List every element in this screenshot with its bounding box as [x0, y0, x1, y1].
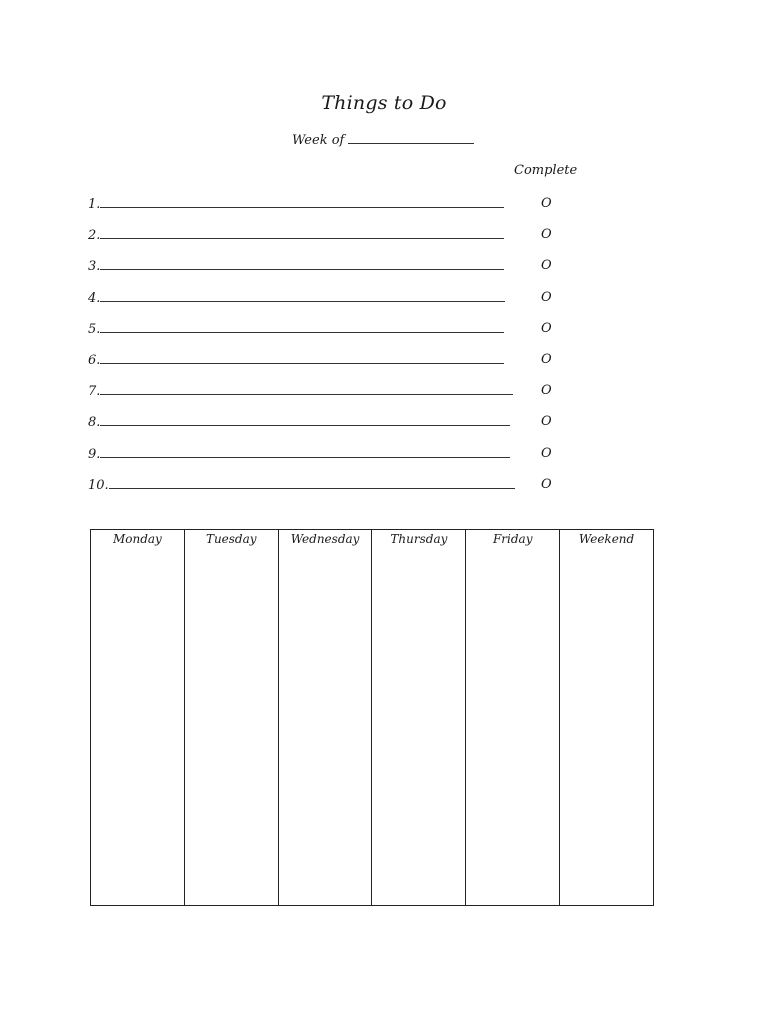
task-complete-circle[interactable]: O — [541, 196, 552, 211]
task-row — [88, 257, 504, 277]
page-title: Things to Do — [321, 92, 447, 114]
task-complete-circle[interactable]: O — [541, 321, 552, 336]
task-row — [88, 445, 510, 465]
week-of-blank-line[interactable] — [348, 131, 474, 144]
task-blank-line[interactable] — [109, 476, 515, 489]
task-number: 6. — [88, 353, 101, 368]
day-header: Tuesday — [205, 532, 257, 546]
task-blank-line[interactable] — [100, 226, 504, 239]
task-number: 10. — [88, 478, 109, 493]
task-row — [88, 382, 513, 402]
task-number: 4. — [88, 291, 101, 306]
task-row — [88, 320, 504, 340]
task-complete-circle[interactable]: O — [541, 352, 552, 367]
day-header: Friday — [492, 532, 533, 546]
task-number: 1. — [88, 197, 101, 212]
task-complete-circle[interactable]: O — [541, 446, 552, 461]
task-blank-line[interactable] — [100, 289, 505, 302]
task-number: 8. — [88, 415, 101, 430]
day-column-wednesday[interactable] — [279, 530, 373, 905]
complete-column-header: Complete — [514, 163, 578, 178]
week-of-row — [292, 131, 474, 148]
task-complete-circle[interactable]: O — [541, 383, 552, 398]
week-of-label: Week of — [292, 133, 345, 148]
task-number: 2. — [88, 228, 101, 243]
task-number: 7. — [88, 384, 101, 399]
task-blank-line[interactable] — [100, 195, 504, 208]
task-complete-circle[interactable]: O — [541, 477, 552, 492]
task-row — [88, 351, 504, 371]
day-column-monday[interactable] — [91, 530, 185, 905]
task-blank-line[interactable] — [100, 413, 510, 426]
task-blank-line[interactable] — [100, 382, 513, 395]
task-blank-line[interactable] — [100, 257, 504, 270]
task-complete-circle[interactable]: O — [541, 258, 552, 273]
day-column-weekend[interactable] — [560, 530, 653, 905]
weekly-planner-table — [90, 529, 654, 906]
task-row — [88, 476, 515, 496]
task-row — [88, 195, 504, 215]
day-column-tuesday[interactable] — [185, 530, 279, 905]
task-blank-line[interactable] — [100, 320, 504, 333]
day-header: Wednesday — [290, 532, 360, 546]
task-row — [88, 226, 504, 246]
day-column-friday[interactable] — [466, 530, 560, 905]
task-blank-line[interactable] — [100, 351, 504, 364]
day-header: Weekend — [578, 532, 635, 546]
task-complete-circle[interactable]: O — [541, 290, 552, 305]
day-header: Thursday — [390, 532, 448, 546]
task-row — [88, 413, 510, 433]
task-number: 9. — [88, 447, 101, 462]
task-number: 3. — [88, 259, 101, 274]
task-complete-circle[interactable]: O — [541, 227, 552, 242]
day-column-thursday[interactable] — [372, 530, 466, 905]
task-complete-circle[interactable]: O — [541, 414, 552, 429]
task-row — [88, 289, 505, 309]
task-number: 5. — [88, 322, 101, 337]
day-header: Monday — [112, 532, 162, 546]
task-blank-line[interactable] — [100, 445, 510, 458]
